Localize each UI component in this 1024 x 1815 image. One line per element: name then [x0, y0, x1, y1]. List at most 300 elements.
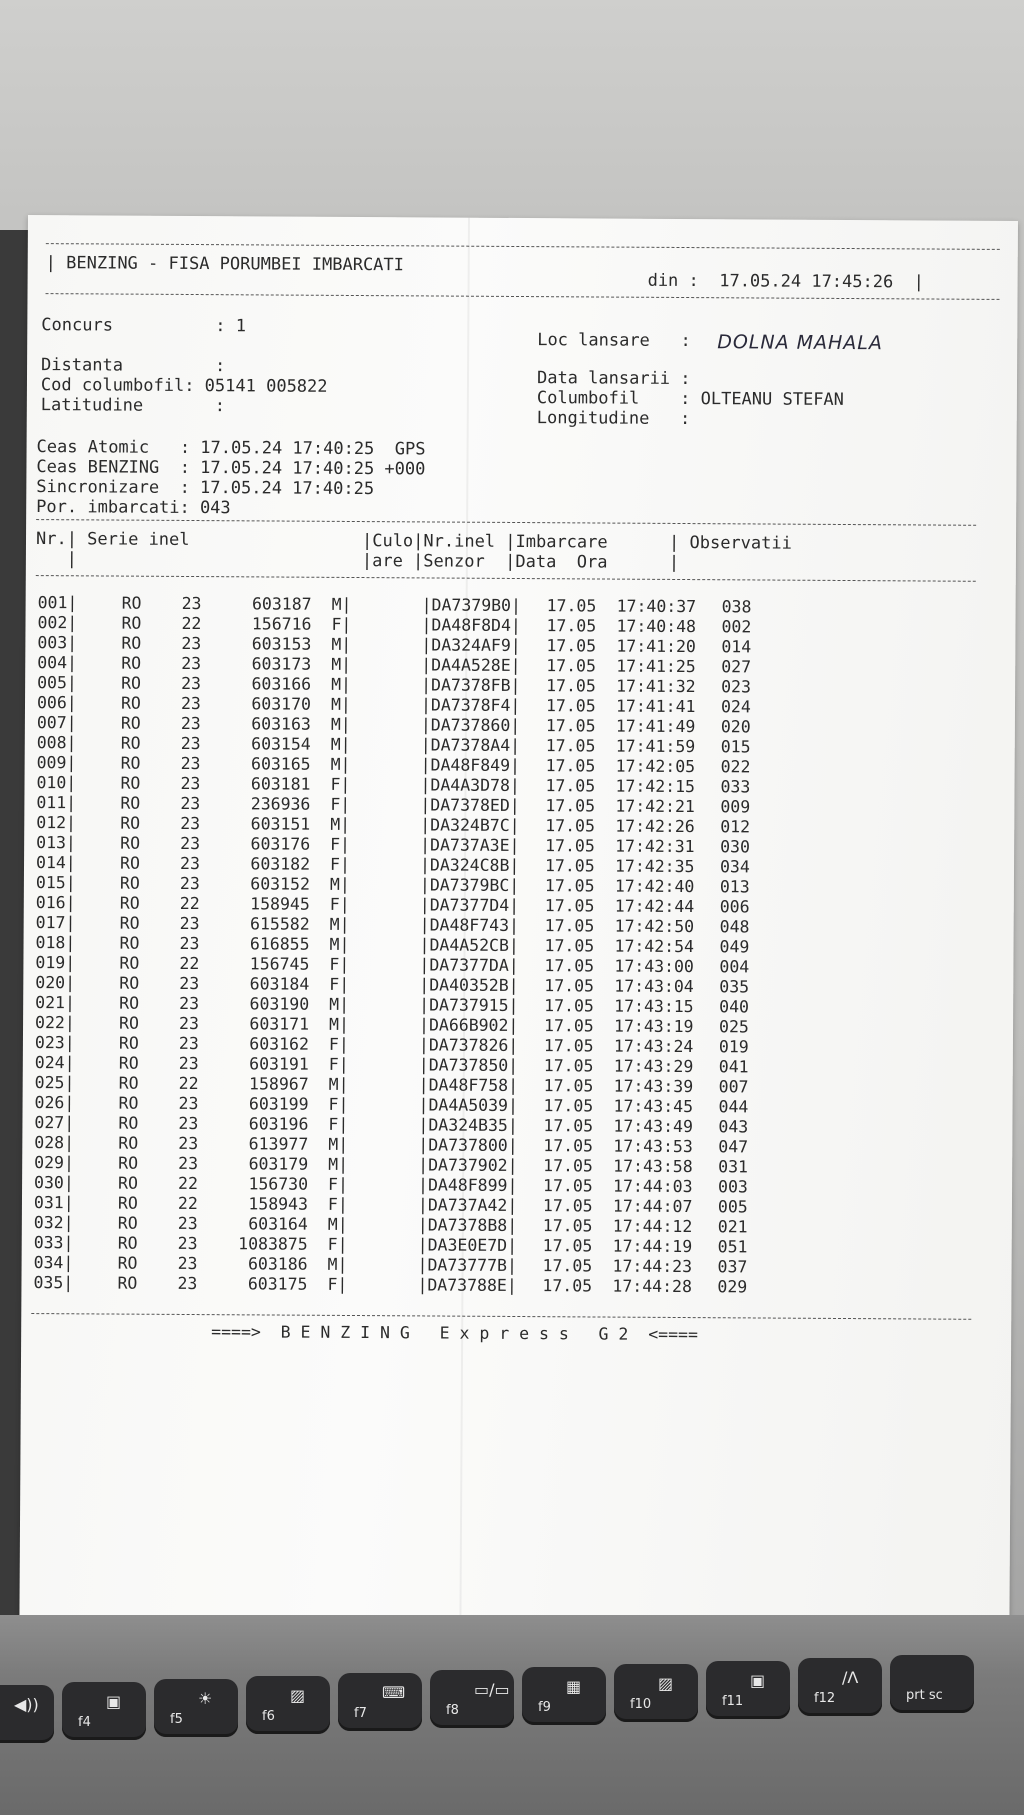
row-sensor: |DA48F743|: [419, 915, 520, 936]
row-sex: F|: [327, 1234, 348, 1254]
row-observation: 003: [718, 1177, 748, 1197]
row-country: RO: [119, 953, 140, 973]
row-date: 17.05: [543, 1156, 593, 1176]
key-f3[interactable]: [0, 1685, 54, 1743]
row-date: 17.05: [542, 1256, 593, 1276]
row-date: 17.05: [544, 876, 595, 896]
row-number: 004|: [37, 653, 78, 673]
row-ring-number: 603179: [248, 1154, 309, 1174]
row-year: 23: [181, 653, 202, 674]
row-sensor: |DA737850|: [418, 1055, 519, 1076]
row-country: RO: [119, 913, 140, 933]
row-country: RO: [120, 713, 141, 733]
row-sex: F|: [330, 834, 351, 854]
row-number: 018|: [35, 933, 76, 953]
field-data-lansarii: Data lansarii :: [536, 368, 691, 390]
row-number: 019|: [35, 953, 76, 973]
row-country: RO: [118, 1093, 139, 1113]
row-sensor: |DA737860|: [420, 715, 521, 736]
row-sensor: |DA4A3D78|: [420, 775, 520, 796]
key-prt-sc[interactable]: [890, 1655, 974, 1713]
row-time: 17:44:07: [612, 1196, 693, 1217]
row-country: RO: [120, 833, 141, 853]
row-ring-number: 603151: [250, 814, 311, 834]
title-border: [46, 293, 1000, 300]
row-country: RO: [119, 873, 140, 893]
row-ring-number: 616855: [249, 934, 310, 954]
key-label: f4: [78, 1715, 91, 1730]
row-year: 23: [177, 1213, 198, 1234]
row-sex: M|: [327, 1254, 348, 1274]
row-number: 024|: [34, 1053, 75, 1073]
row-observation: 041: [718, 1057, 749, 1077]
row-year: 22: [181, 613, 202, 634]
row-sex: F|: [329, 954, 350, 974]
row-date: 17.05: [543, 1016, 594, 1036]
field-concurs: Concurs : 1: [41, 315, 247, 337]
row-sensor: |DA4A528E|: [421, 655, 521, 676]
row-year: 23: [178, 1033, 199, 1054]
row-observation: 040: [719, 997, 750, 1017]
row-sensor: |DA737826|: [418, 1035, 519, 1056]
row-ring-number: 613977: [248, 1134, 309, 1154]
row-year: 23: [180, 793, 201, 814]
row-year: 23: [178, 1053, 199, 1074]
row-time: 17:41:32: [616, 676, 696, 697]
row-country: RO: [121, 613, 142, 633]
row-ring-number: 603191: [249, 1054, 309, 1074]
row-number: 008|: [36, 733, 77, 753]
row-year: 23: [177, 1233, 198, 1254]
row-sex: F|: [328, 1174, 349, 1194]
row-date: 17.05: [543, 1056, 594, 1076]
row-time: 17:43:58: [613, 1156, 693, 1177]
row-observation: 021: [717, 1217, 748, 1237]
row-year: 23: [179, 853, 200, 874]
header-blank: |: [35, 549, 77, 570]
row-date: 17.05: [544, 856, 595, 876]
row-ring-number: 603170: [251, 694, 312, 714]
row-country: RO: [120, 693, 141, 713]
field-por-imbarcati: Por. imbarcati: 043: [36, 497, 231, 519]
row-country: RO: [120, 793, 141, 813]
row-year: 23: [178, 1133, 199, 1154]
row-number: 007|: [36, 713, 77, 733]
row-number: 034|: [33, 1253, 74, 1273]
row-date: 17.05: [545, 756, 596, 776]
table-header-border: [36, 575, 976, 582]
row-sensor: |DA737A3E|: [420, 835, 520, 856]
key-icon: ◀)): [14, 1695, 39, 1714]
row-sex: F|: [328, 1094, 349, 1114]
row-country: RO: [119, 1013, 139, 1033]
row-sensor: |DA7378FB|: [421, 675, 521, 696]
row-date: 17.05: [545, 836, 595, 856]
key-label: f6: [262, 1709, 275, 1724]
row-observation: 006: [719, 897, 750, 917]
row-date: 17.05: [546, 656, 596, 676]
row-date: 17.05: [542, 1236, 593, 1256]
key-icon: ☀: [198, 1689, 213, 1708]
row-number: 023|: [34, 1033, 75, 1053]
row-sensor: |DA737915|: [419, 995, 519, 1016]
row-sensor: |DA737A42|: [417, 1195, 518, 1216]
row-date: 17.05: [543, 1036, 594, 1056]
row-ring-number: 603199: [248, 1094, 309, 1114]
row-sensor: |DA4A52CB|: [419, 935, 519, 956]
row-country: RO: [120, 813, 141, 833]
field-latitudine: Latitudine :: [40, 395, 226, 417]
row-time: 17:43:29: [613, 1056, 694, 1077]
field-sincronizare: Sincronizare : 17.05.24 17:40:25: [36, 477, 375, 500]
row-observation: 004: [719, 957, 750, 977]
row-time: 17:44:28: [612, 1276, 693, 1297]
row-number: 022|: [35, 1013, 75, 1033]
row-country: RO: [118, 1053, 139, 1073]
row-year: 23: [180, 833, 201, 854]
row-time: 17:42:50: [614, 916, 695, 937]
row-sex: F|: [328, 1054, 349, 1074]
row-sensor: |DA7378F4|: [420, 695, 521, 716]
row-number: 032|: [33, 1213, 74, 1233]
row-observation: 037: [717, 1257, 748, 1277]
row-sensor: |DA7379B0|: [421, 595, 522, 616]
row-ring-number: 603187: [251, 594, 312, 614]
field-longitudine: Longitudine :: [536, 408, 691, 430]
row-country: RO: [119, 973, 140, 993]
row-time: 17:43:00: [614, 956, 694, 977]
row-year: 23: [177, 1273, 198, 1294]
row-ring-number: 156730: [248, 1174, 309, 1194]
key-icon: ▣: [750, 1671, 766, 1690]
row-ring-number: 158943: [248, 1194, 309, 1214]
row-ring-number: 603196: [248, 1114, 309, 1134]
row-time: 17:42:44: [614, 896, 695, 917]
key-label: f7: [354, 1706, 367, 1721]
row-country: RO: [119, 893, 140, 913]
row-country: RO: [120, 733, 141, 753]
row-time: 17:42:31: [615, 836, 695, 857]
row-country: RO: [117, 1233, 138, 1253]
row-year: 23: [181, 593, 202, 614]
row-date: 17.05: [543, 1076, 594, 1096]
row-sensor: |DA7378B8|: [417, 1215, 518, 1236]
row-country: RO: [118, 1153, 139, 1173]
row-observation: 023: [721, 677, 752, 697]
row-observation: 038: [721, 597, 752, 617]
row-country: RO: [121, 633, 142, 653]
row-observation: 015: [720, 737, 751, 757]
row-sex: M|: [329, 914, 350, 934]
key-f12[interactable]: [798, 1658, 882, 1716]
row-sensor: |DA7377D4|: [419, 895, 520, 916]
row-observation: 013: [719, 877, 750, 897]
row-ring-number: 158967: [249, 1074, 309, 1094]
key-icon: ▨: [290, 1686, 306, 1705]
row-time: 17:44:12: [612, 1216, 693, 1237]
field-distanta: Distanta :: [41, 355, 226, 377]
row-sensor: |DA73777B|: [417, 1255, 517, 1276]
row-ring-number: 1083875: [238, 1234, 308, 1254]
row-year: 22: [179, 893, 200, 914]
row-country: RO: [118, 1173, 139, 1193]
row-observation: 051: [717, 1237, 748, 1257]
row-time: 17:44:23: [612, 1256, 693, 1277]
row-number: 001|: [37, 593, 78, 613]
row-sex: M|: [330, 694, 351, 714]
key-f5[interactable]: [154, 1679, 238, 1737]
row-country: RO: [117, 1193, 138, 1213]
row-date: 17.05: [542, 1216, 593, 1236]
row-sensor: |DA73788E|: [417, 1275, 517, 1296]
row-observation: 049: [719, 937, 750, 957]
row-date: 17.05: [545, 736, 596, 756]
row-time: 17:43:49: [613, 1116, 693, 1137]
row-time: 17:42:54: [614, 936, 695, 957]
row-number: 020|: [35, 973, 76, 993]
row-year: 23: [180, 713, 201, 734]
key-f4[interactable]: [62, 1682, 146, 1740]
row-year: 22: [179, 953, 200, 974]
row-number: 026|: [34, 1093, 75, 1113]
key-label: f11: [722, 1694, 744, 1709]
field-cod-columbofil: Cod columbofil: 05141 005822: [40, 375, 328, 397]
row-country: RO: [117, 1213, 138, 1233]
row-country: RO: [120, 773, 141, 793]
header-columns-2: |are |Senzor |Data Ora |: [361, 551, 680, 573]
row-sensor: |DA324C8B|: [419, 855, 520, 876]
row-time: 17:44:03: [613, 1176, 693, 1197]
row-sex: F|: [330, 774, 351, 794]
field-ceas-atomic: Ceas Atomic : 17.05.24 17:40:25 GPS: [36, 437, 426, 460]
row-number: 035|: [33, 1273, 74, 1293]
row-sex: M|: [328, 1074, 349, 1094]
row-time: 17:41:20: [616, 636, 696, 657]
row-sensor: |DA7379BC|: [419, 875, 520, 896]
row-date: 17.05: [545, 816, 596, 836]
row-ring-number: 615582: [250, 914, 310, 934]
row-country: RO: [119, 993, 140, 1013]
row-number: 017|: [35, 913, 76, 933]
row-time: 17:44:19: [612, 1236, 693, 1257]
row-observation: 029: [717, 1277, 748, 1297]
row-ring-number: 603176: [250, 834, 311, 854]
key-icon: ▭/▭: [474, 1680, 510, 1699]
row-ring-number: 603164: [248, 1214, 308, 1234]
row-country: RO: [118, 1133, 139, 1153]
key-f11[interactable]: [706, 1661, 790, 1719]
row-sensor: |DA3E0E7D|: [417, 1235, 518, 1256]
row-sex: M|: [331, 594, 352, 614]
row-ring-number: 603163: [251, 714, 311, 734]
row-date: 17.05: [545, 696, 596, 716]
row-observation: 014: [721, 637, 752, 657]
row-number: 006|: [36, 693, 77, 713]
row-time: 17:43:39: [613, 1076, 694, 1097]
function-key-row: [0, 1668, 1024, 1815]
row-country: RO: [121, 673, 142, 693]
row-observation: 047: [718, 1137, 749, 1157]
key-label: f12: [814, 1691, 836, 1706]
row-time: 17:42:21: [615, 796, 695, 817]
row-ring-number: 603171: [249, 1014, 310, 1034]
row-observation: 022: [720, 757, 751, 777]
key-label: f9: [538, 1700, 551, 1715]
row-sex: M|: [330, 754, 351, 774]
key-icon: ▦: [566, 1677, 582, 1696]
row-observation: 043: [718, 1117, 749, 1137]
key-label: f5: [170, 1712, 183, 1727]
key-f6[interactable]: [246, 1676, 330, 1734]
table-top-border: [36, 519, 976, 526]
row-year: 23: [177, 1253, 198, 1274]
row-year: 23: [180, 813, 201, 834]
row-ring-number: 156745: [249, 954, 310, 974]
row-date: 17.05: [544, 896, 595, 916]
row-country: RO: [118, 1113, 139, 1133]
row-year: 23: [179, 873, 200, 894]
row-year: 23: [180, 733, 201, 754]
row-ring-number: 603154: [251, 734, 311, 754]
row-observation: 009: [720, 797, 751, 817]
row-country: RO: [118, 1033, 139, 1053]
key-label: f8: [446, 1703, 459, 1718]
row-ring-number: 603153: [251, 634, 312, 654]
row-date: 17.05: [543, 1136, 594, 1156]
row-time: 17:42:35: [614, 856, 695, 877]
row-date: 17.05: [543, 1116, 594, 1136]
field-columbofil: Columbofil : OLTEANU STEFAN: [536, 388, 844, 410]
row-sensor: |DA324B7C|: [420, 815, 520, 836]
top-border: [46, 243, 1000, 250]
row-observation: 048: [719, 917, 750, 937]
key-f10[interactable]: [614, 1664, 698, 1722]
row-time: 17:43:24: [613, 1036, 694, 1057]
key-icon: ▨: [658, 1674, 674, 1693]
row-sex: F|: [327, 1194, 348, 1214]
row-sex: F|: [330, 794, 351, 814]
row-number: 016|: [35, 893, 76, 913]
row-sensor: |DA7378A4|: [420, 735, 521, 756]
row-sex: F|: [329, 854, 350, 874]
row-sex: F|: [331, 614, 352, 634]
row-time: 17:41:59: [615, 736, 696, 757]
row-sensor: |DA324B35|: [418, 1115, 518, 1136]
row-sensor: |DA324AF9|: [421, 635, 521, 656]
row-country: RO: [119, 933, 140, 953]
row-ring-number: 603166: [251, 674, 312, 694]
row-time: 17:40:48: [616, 616, 697, 637]
row-sensor: |DA737800|: [418, 1135, 518, 1156]
field-loc-lansare: Loc lansare :: [537, 330, 691, 352]
row-sex: M|: [328, 1154, 349, 1174]
row-ring-number: 603175: [247, 1274, 308, 1294]
row-time: 17:43:53: [613, 1136, 693, 1157]
row-sex: M|: [328, 1134, 349, 1154]
row-observation: 005: [717, 1197, 748, 1217]
row-date: 17.05: [544, 936, 595, 956]
row-year: 23: [179, 993, 200, 1014]
row-year: 23: [180, 693, 201, 714]
row-date: 17.05: [546, 616, 597, 636]
row-ring-number: 603173: [251, 654, 312, 674]
row-sex: M|: [330, 814, 351, 834]
row-date: 17.05: [545, 716, 596, 736]
row-year: 23: [179, 913, 200, 934]
key-label: f10: [630, 1697, 652, 1712]
row-year: 22: [178, 1073, 199, 1094]
key-f9[interactable]: [522, 1667, 606, 1725]
row-year: 23: [180, 773, 201, 794]
row-country: RO: [118, 1073, 139, 1093]
key-f8[interactable]: [430, 1670, 514, 1728]
row-date: 17.05: [546, 676, 596, 696]
row-year: 22: [177, 1193, 198, 1214]
row-country: RO: [117, 1253, 138, 1273]
row-sensor: |DA66B902|: [419, 1015, 519, 1036]
row-year: 23: [179, 973, 200, 994]
row-observation: 002: [721, 617, 752, 637]
row-date: 17.05: [546, 636, 597, 656]
row-sex: M|: [331, 634, 352, 654]
print-date: din : 17.05.24 17:45:26 |: [647, 270, 925, 293]
printed-sheet: [19, 215, 1018, 1621]
row-number: 025|: [34, 1073, 75, 1093]
header-serie-inel: Nr.| Serie inel: [35, 529, 190, 550]
row-ring-number: 603162: [249, 1034, 309, 1054]
key-f7[interactable]: [338, 1673, 422, 1731]
row-sex: M|: [331, 674, 352, 694]
row-ring-number: 156716: [251, 614, 312, 634]
row-sensor: |DA48F8D4|: [421, 615, 521, 636]
row-sex: F|: [328, 1114, 349, 1134]
row-ring-number: 603152: [250, 874, 310, 894]
row-ring-number: 603186: [247, 1254, 308, 1274]
row-observation: 030: [720, 837, 751, 857]
row-country: RO: [121, 593, 142, 613]
row-time: 17:41:49: [615, 716, 696, 737]
row-date: 17.05: [545, 796, 596, 816]
row-sensor: |DA48F849|: [420, 755, 521, 776]
row-sensor: |DA48F899|: [418, 1175, 518, 1196]
row-sex: M|: [329, 994, 350, 1014]
row-ring-number: 603181: [250, 774, 311, 794]
row-date: 17.05: [544, 976, 595, 996]
row-country: RO: [119, 853, 140, 873]
row-time: 17:43:15: [614, 996, 694, 1017]
key-icon: ⌨: [382, 1683, 406, 1702]
row-country: RO: [120, 753, 141, 773]
document-title: | BENZING - FISA PORUMBEI IMBARCATI: [45, 253, 404, 276]
row-date: 17.05: [543, 1096, 594, 1116]
key-label: prt sc: [906, 1688, 943, 1703]
row-number: 021|: [35, 993, 75, 1013]
row-sex: F|: [329, 974, 350, 994]
row-time: 17:42:15: [615, 776, 696, 797]
row-time: 17:43:04: [614, 976, 694, 997]
row-observation: 012: [720, 817, 751, 837]
row-number: 033|: [33, 1233, 74, 1253]
row-number: 014|: [35, 853, 76, 873]
key-icon: ▣: [106, 1692, 122, 1711]
handwritten-location: DOLNA MAHALA: [717, 331, 883, 355]
row-year: 23: [178, 1113, 199, 1134]
row-number: 005|: [37, 673, 77, 693]
row-year: 22: [178, 1173, 199, 1194]
row-country: RO: [117, 1273, 138, 1293]
row-number: 010|: [36, 773, 77, 793]
row-observation: 019: [718, 1037, 749, 1057]
